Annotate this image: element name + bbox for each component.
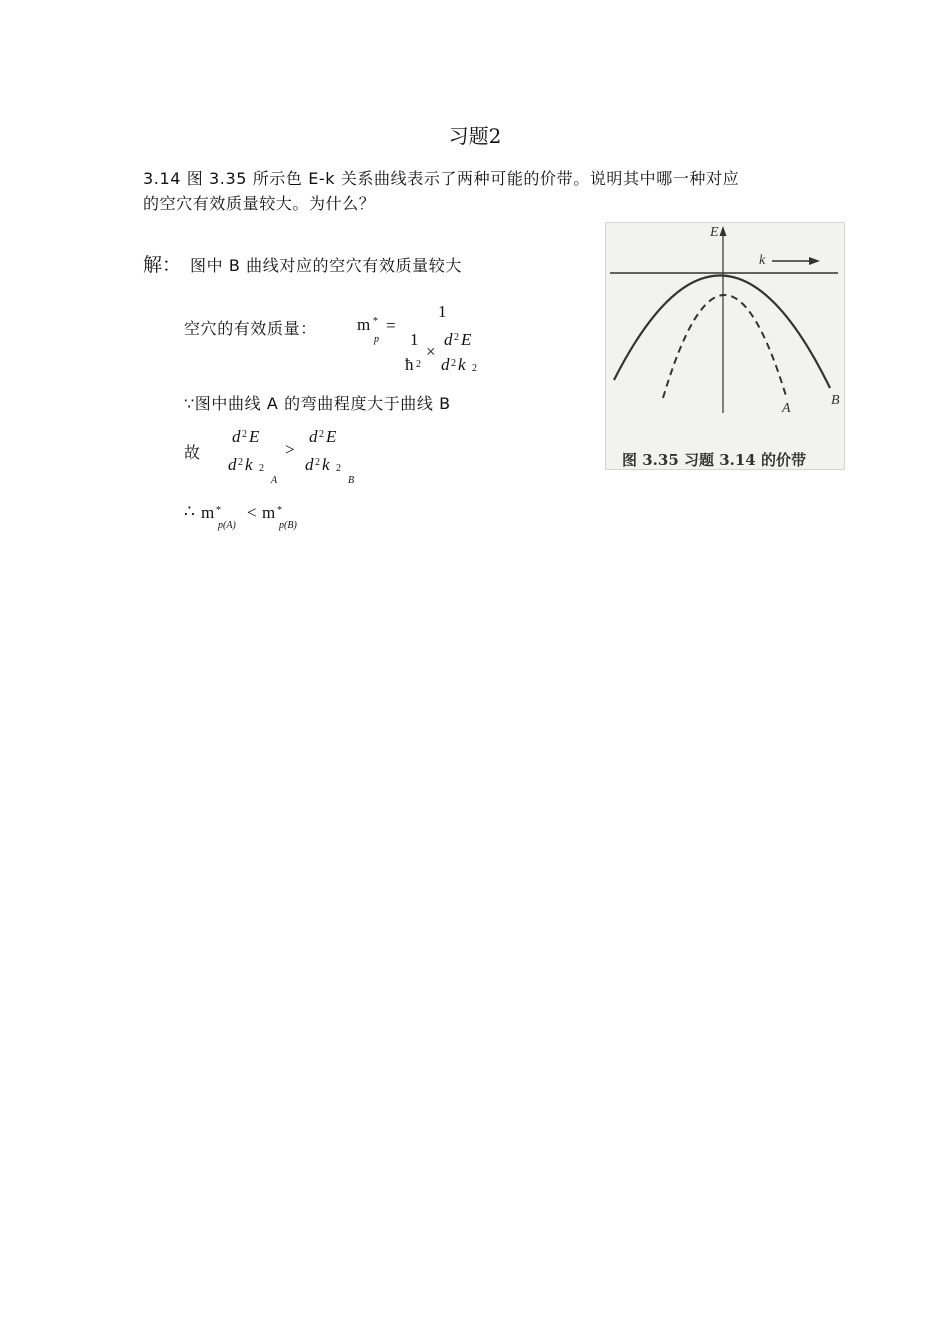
question-line-1: 3.14 图 3.35 所示色 E-k 关系曲线表示了两种可能的价带。说明其中哪一种对应 [143,169,740,188]
because-statement: ∵图中曲线 A 的弯曲程度大于曲线 B [184,394,451,413]
solution-label: 解： [143,254,182,276]
axis-label-k: k [759,253,766,268]
page-title: 习题2 [448,124,502,148]
curve-label-b: B [831,393,840,408]
valence-band-figure [605,222,845,470]
curve-a [663,295,786,398]
figure-caption: 图 3.35 习题 3.14 的价带 [622,451,806,469]
curve-label-a: A [782,401,791,416]
curve-b [614,275,830,388]
solution-answer: 图中 B 曲线对应的空穴有效质量较大 [190,256,462,275]
effective-mass-label: 空穴的有效质量： [184,319,317,338]
question-line-2: 的空穴有效质量较大。为什么？ [143,194,376,213]
e-k-diagram [606,223,844,469]
k-arrow-head [809,257,820,265]
axis-label-e: E [710,225,719,240]
therefore-label: 故 [184,443,201,462]
e-axis-arrow [720,226,727,236]
